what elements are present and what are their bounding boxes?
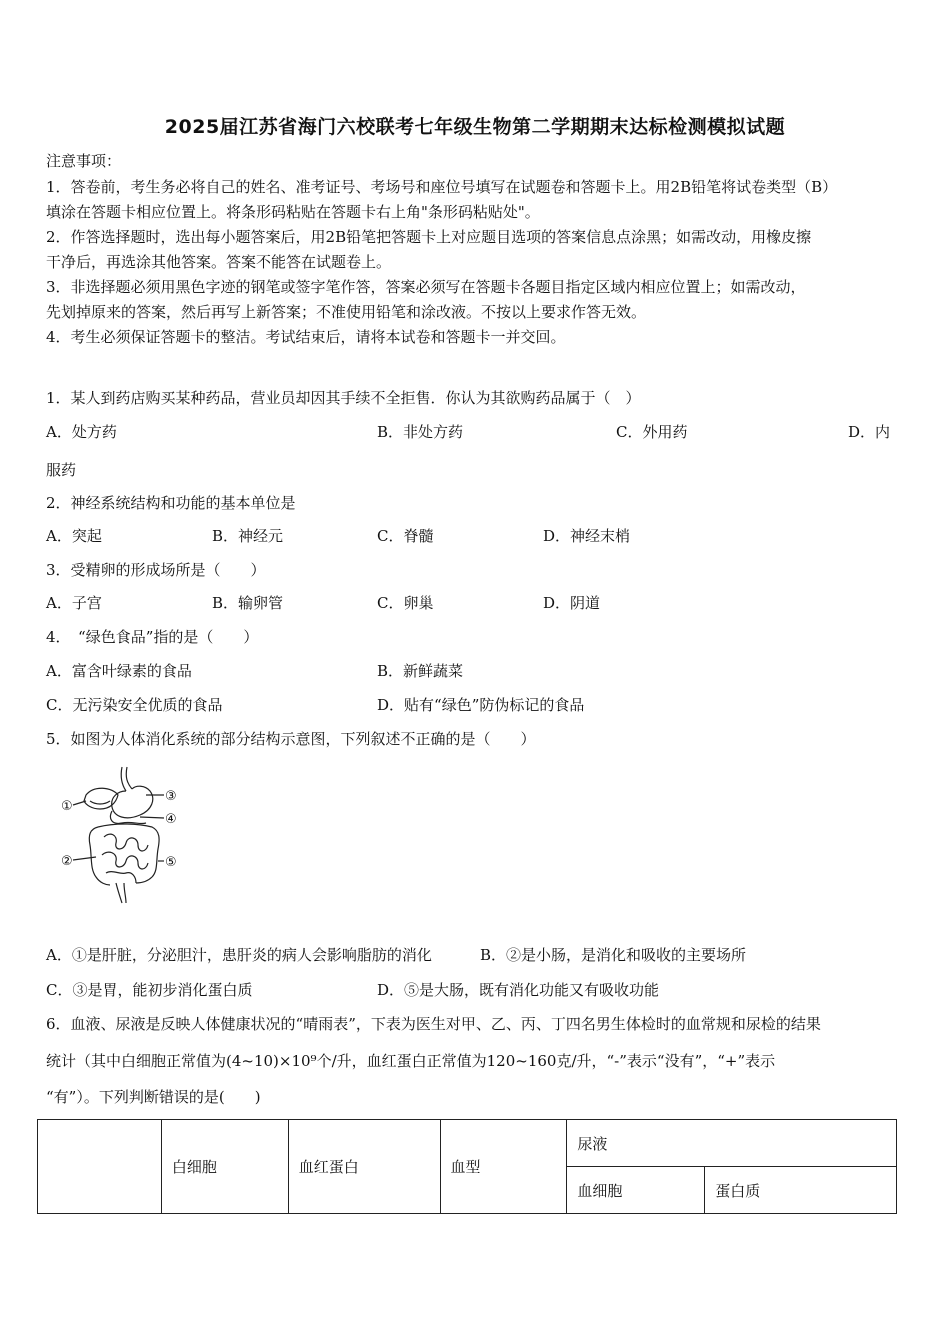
esophagus-outline [121,767,126,791]
notice-line: 2．作答选择题时，选出每小题答案后，用2B铅笔把答题卡上对应题目选项的答案信息点涂黑；如需改动，用橡皮擦 [46,228,812,246]
table-header-blank [38,1120,162,1214]
small-intestine-coil [106,872,136,883]
pointer-line-2 [73,857,96,860]
q6-stem-line: 6．血液、尿液是反映人体健康状况的“晴雨表”，下表为医生对甲、乙、丙、丁四名男生体检时的血常规和尿检的结果 [46,1015,821,1033]
q3-option-c[interactable]: C．卵巢 [377,594,434,612]
q4-option-a[interactable]: A．富含叶绿素的食品 [46,662,192,680]
pointer-line-4 [140,817,164,818]
table-header-blood-type: 血型 [440,1120,567,1214]
figure-label-5: ⑤ [165,855,177,870]
q2-stem: 2．神经系统结构和功能的基本单位是 [46,494,296,512]
q5-option-b[interactable]: B．②是小肠，是消化和吸收的主要场所 [480,946,747,964]
figure-label-4: ④ [165,812,177,827]
esophagus-outline [126,767,132,789]
table-header-hemoglobin: 血红蛋白 [288,1120,440,1214]
rectum-outline [124,883,126,903]
q1-option-b[interactable]: B．非处方药 [377,423,464,441]
q1-option-a[interactable]: A．处方药 [46,423,117,441]
rectum-outline [116,883,122,903]
q1-stem: 1．某人到药店购买某种药品，营业员却因其手续不全拒售．你认为其欲购药品属于（ ） [46,389,641,407]
table-header-wbc: 白细胞 [161,1120,288,1214]
q4-option-b[interactable]: B．新鲜蔬菜 [377,662,464,680]
q5-option-d[interactable]: D．⑤是大肠，既有消化功能又有吸收功能 [377,981,660,999]
q4-option-c[interactable]: C．无污染安全优质的食品 [46,696,223,714]
q4-option-d[interactable]: D．贴有“绿色”防伪标记的食品 [377,696,585,714]
notice-line: 干净后，再选涂其他答案。答案不能答在试题卷上。 [46,253,392,271]
notice-line: 3．非选择题必须用黑色字迹的钢笔或签字笔作答，答案必须写在答题卡各题目指定区域内相应位置上；如需改动， [46,278,806,296]
q3-option-a[interactable]: A．子宫 [46,594,102,612]
pointer-line-1 [73,801,86,805]
notice-heading: 注意事项： [46,152,122,170]
table-header-urine: 尿液 [567,1120,897,1167]
q3-option-b[interactable]: B．输卵管 [212,594,284,612]
notice-line: 4．考生必须保证答题卡的整洁。考试结束后，请将本试卷和答题卡一并交回。 [46,328,566,346]
stomach-outline [112,786,153,818]
liver-detail [90,801,110,804]
small-intestine-coil [104,834,148,851]
q2-option-b[interactable]: B．神经元 [212,527,284,545]
q3-option-d[interactable]: D．阴道 [543,594,601,612]
large-intestine-outline [89,827,110,885]
small-intestine-coil [102,852,148,869]
q6-stem-line: “有”）。下列判断错误的是( ) [46,1088,261,1106]
blood-urine-table [37,1119,897,1214]
q1-option-d-continued: 服药 [46,461,77,479]
q2-option-a[interactable]: A．突起 [46,527,102,545]
notice-line: 先划掉原来的答案，然后再写上新答案；不准使用铅笔和涂改液。不按以上要求作答无效。 [46,303,647,321]
figure-label-2: ② [61,854,73,869]
q6-stem-line: 统计（其中白细胞正常值为(4~10)×10⁹个/升，血红蛋白正常值为120~160克/升，“-”表示“没有”，“+”表示 [46,1052,776,1070]
figure-label-1: ① [61,799,73,814]
q3-stem: 3．受精卵的形成场所是（ ） [46,561,266,579]
q5-option-c[interactable]: C．③是胃，能初步消化蛋白质 [46,981,253,999]
notice-line: 填涂在答题卡相应位置上。将条形码粘贴在答题卡右上角"条形码粘贴处"。 [46,203,540,221]
table-header-urine-blood-cells: 血细胞 [567,1167,705,1214]
page-title: 2025届江苏省海门六校联考七年级生物第二学期期末达标检测模拟试题 [164,116,786,138]
q2-option-c[interactable]: C．脊髓 [377,527,434,545]
digestive-system-figure [60,765,185,905]
notice-line: 1．答卷前，考生务必将自己的姓名、准考证号、考场号和座位号填写在试题卷和答题卡上。用2B铅笔将试卷类型（B） [46,178,838,196]
large-intestine-outline [98,824,159,883]
q4-stem: 4． “绿色食品”指的是（ ） [46,628,259,646]
q1-option-d[interactable]: D．内 [848,423,891,441]
table-header-urine-protein: 蛋白质 [705,1167,897,1214]
q5-option-a[interactable]: A．①是肝脏，分泌胆汁，患肝炎的病人会影响脂肪的消化 [46,946,432,964]
q2-option-d[interactable]: D．神经末梢 [543,527,631,545]
figure-label-3: ③ [165,789,177,804]
q1-option-c[interactable]: C．外用药 [616,423,688,441]
q5-stem: 5．如图为人体消化系统的部分结构示意图，下列叙述不正确的是（ ） [46,730,536,748]
